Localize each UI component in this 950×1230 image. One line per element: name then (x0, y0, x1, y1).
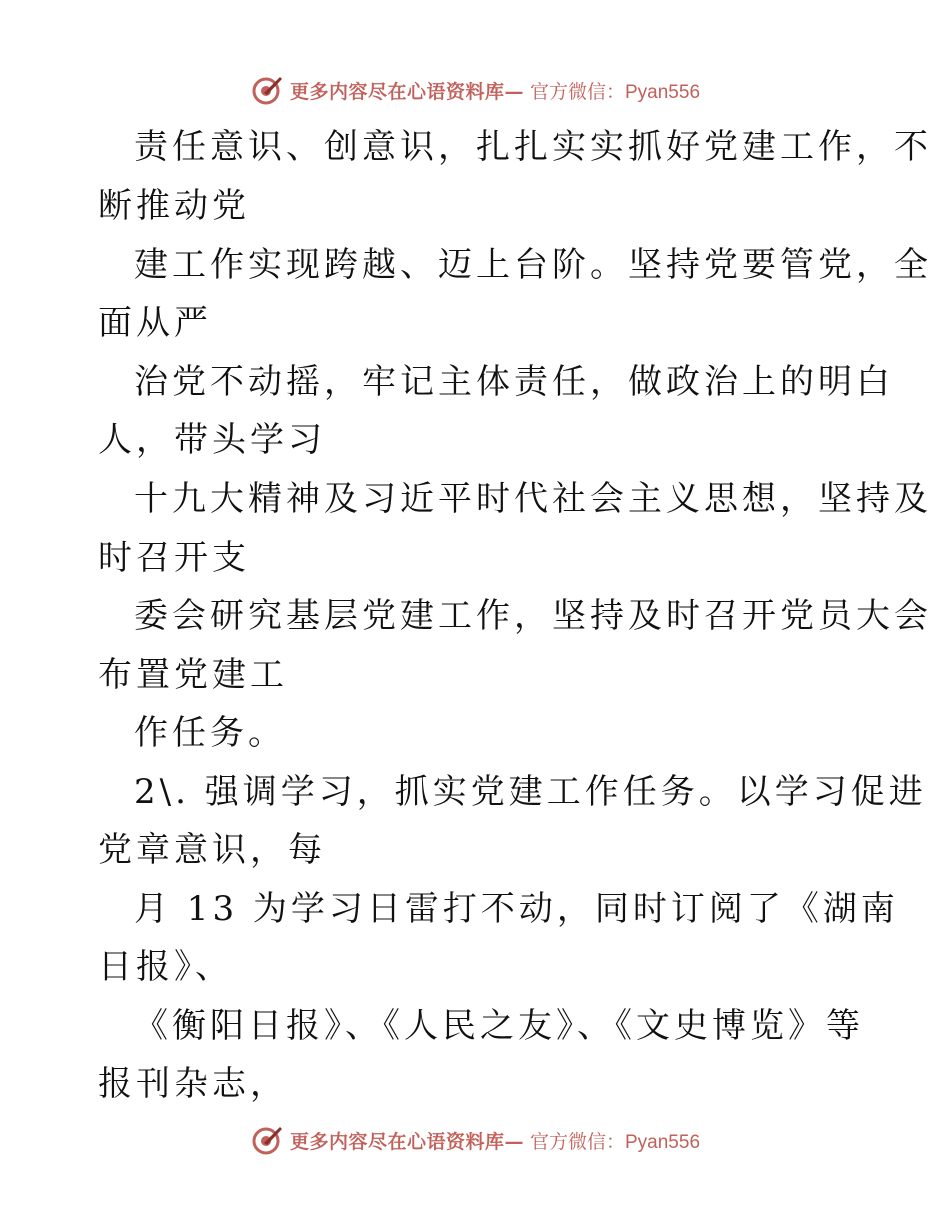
text-line: 人，带头学习 (98, 420, 326, 460)
text-line: 责任意识、创意识，扎扎实实抓好党建工作，不 (134, 127, 932, 167)
text-line: 委会研究基层党建工作，坚持及时召开党员大会 (134, 596, 932, 636)
watermark-text: 更多内容尽在心语资料库— (289, 1130, 524, 1153)
text-line: 月 13 为学习日雷打不动，同时订阅了《湖南 (134, 889, 899, 929)
text-line: 日报》、 (98, 947, 233, 987)
text-line: 十九大精神及习近平时代社会主义思想，坚持及 (134, 479, 932, 519)
text-line: 2\. 强调学习，抓实党建工作任务。以学习促进 (134, 772, 927, 812)
text-line: 《衡阳日报》、《人民之友》、《文史博览》等 (134, 1006, 864, 1046)
text-line: 布置党建工 (98, 655, 288, 695)
watermark-text: 更多内容尽在心语资料库— (289, 80, 524, 103)
text-line: 面从严 (98, 303, 212, 343)
text-line: 治党不动摇，牢记主体责任，做政治上的明白 (134, 362, 894, 402)
quill-logo-icon (250, 1123, 284, 1157)
watermark-handle: 官方微信：Pyan556 (530, 1131, 701, 1153)
text-line: 建工作实现跨越、迈上台阶。坚持党要管党，全 (134, 245, 932, 285)
watermark-handle: 官方微信：Pyan556 (530, 81, 701, 103)
text-line: 作任务。 (134, 713, 286, 753)
text-line: 时召开支 (98, 538, 250, 578)
text-line: 党章意识，每 (98, 830, 326, 870)
text-line: 报刊杂志， (98, 1064, 288, 1104)
text-line: 断推动党 (98, 186, 250, 226)
footer-watermark (0, 1120, 950, 1160)
